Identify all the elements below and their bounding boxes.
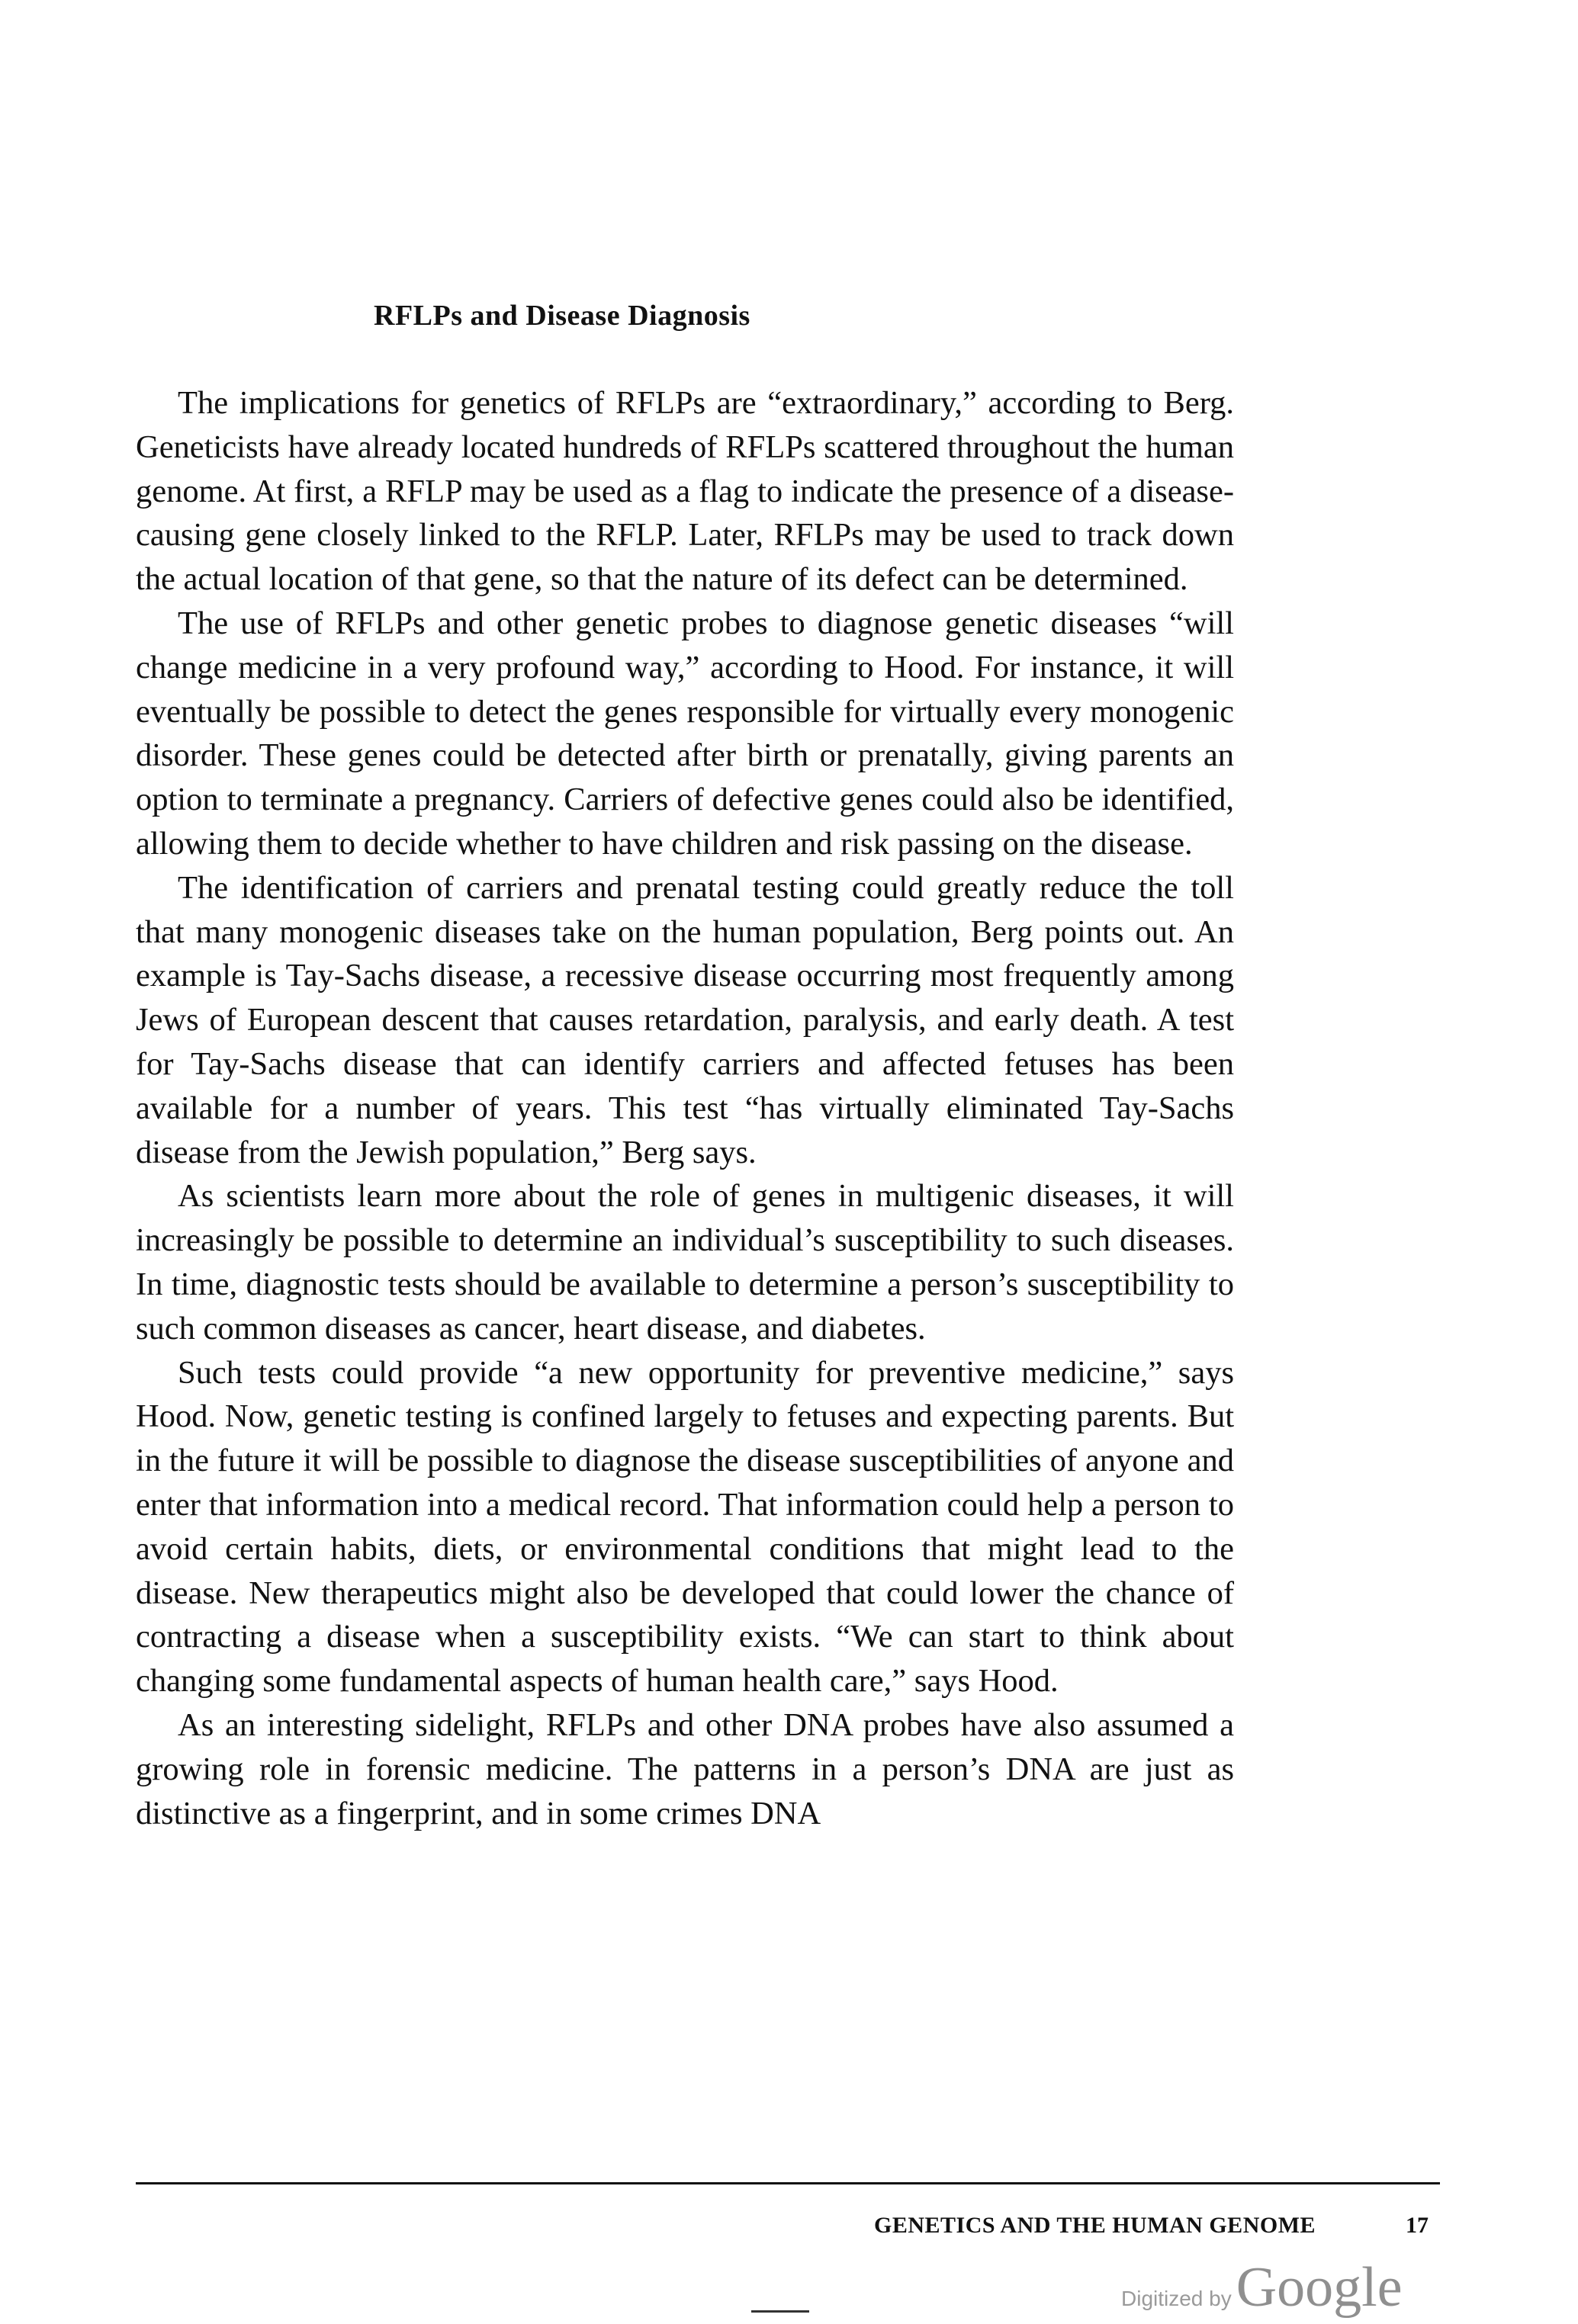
google-logo: Google: [1236, 2256, 1403, 2319]
section-heading: RFLPs and Disease Diagnosis: [374, 300, 750, 332]
running-footer-title: GENETICS AND THE HUMAN GENOME: [874, 2213, 1316, 2238]
bottom-dash-mark: [751, 2310, 809, 2313]
body-text: [136, 381, 1234, 1835]
paragraph: As scientists learn more about the role of genes in multigenic diseases, it will increasingly be possible to determine an individual’s susceptibility to such diseases. In time, diagnostic tests should be available to determine a person’s susceptibility to such common diseases as cancer, heart disease, and diabetes.: [136, 1178, 1234, 1347]
page-number: 17: [1406, 2213, 1429, 2238]
digitized-watermark: [1121, 2255, 1403, 2320]
paragraph: The implications for genetics of RFLPs are “extraordinary,” according to Berg. Geneticists have already located hundreds of RFLPs scattered throughout the human genome. At first, a RFLP may be used as a flag to indicate the presence of a disease-causing gene closely linked to the RFLP. Later, RFLPs may be used to track down the actual location of that gene, so that the nature of its defect can be determined.: [136, 385, 1234, 598]
paragraph: The identification of carriers and prenatal testing could greatly reduce the toll that many monogenic diseases take on the human population, Berg points out. An example is Tay-Sachs disease, a recessive disease occurring most frequently among Jews of European descent that causes retardation, paralysis, and early death. A test for Tay-Sachs disease that can identify carriers and affected fetuses has been available for a number of years. This test “has virtually eliminated Tay-Sachs disease from the Jewish population,” Berg says.: [136, 869, 1234, 1170]
paragraph: As an interesting sidelight, RFLPs and other DNA probes have also assumed a growing role in forensic medicine. The patterns in a person’s DNA are just as distinctive as a fingerprint, and in some crimes DNA: [136, 1706, 1234, 1831]
paragraph: Such tests could provide “a new opportunity for preventive medicine,” says Hood. Now, genetic testing is confined largely to fetuses and expecting parents. But in the future it will be possible to diagnose the disease susceptibilities of anyone and enter that information into a medical record. That information could help a person to avoid certain habits, diets, or environmental conditions that might lead to the disease. New therapeutics might also be developed that could lower the chance of contracting a disease when a susceptibility exists. “We can start to think about changing some fundamental aspects of human health care,” says Hood.: [136, 1354, 1234, 1700]
digitized-label: Digitized by: [1121, 2287, 1232, 2310]
footer-divider: [136, 2182, 1440, 2184]
paragraph: The use of RFLPs and other genetic probes to diagnose genetic diseases “will change medicine in a very profound way,” according to Hood. For instance, it will eventually be possible to detect the genes responsible for virtually every monogenic disorder. These genes could be detected after birth or prenatally, giving parents an option to terminate a pregnancy. Carriers of defective genes could also be identified, allowing them to decide whether to have children and risk passing on the disease.: [136, 605, 1234, 862]
